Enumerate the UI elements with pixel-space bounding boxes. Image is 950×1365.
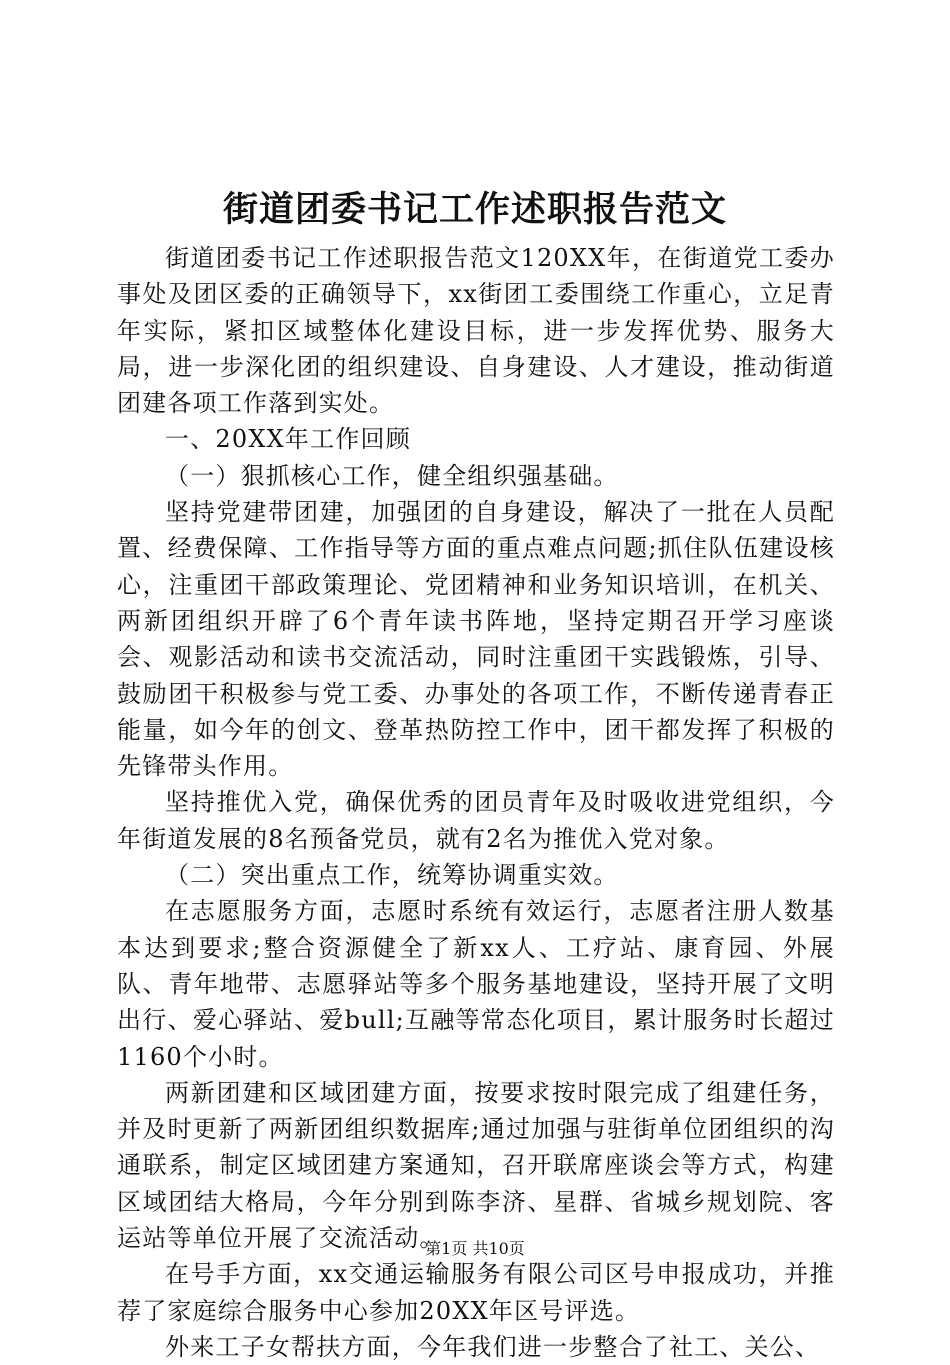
paragraph-youth-vanguard: 在号手方面，xx交通运输服务有限公司区号申报成功，并推荐了家庭综合服务中心参加20XX年区号评选。: [117, 1260, 835, 1325]
document-body: [117, 240, 835, 1365]
paragraph-regional-league: 两新团建和区域团建方面，按要求按时限完成了组建任务，并及时更新了两新团组织数据库;通过加强与驻街单位团组织的沟通联系，制定区域团建方案通知，召开联席座谈会等方式，构建区域团结大格局，今年分别到陈李济、星群、省城乡规划院、客运站等单位开展了交流活动。: [117, 1078, 835, 1253]
paragraph-party-recommendation: 坚持推优入党，确保优秀的团员青年及时吸收进党组织，今年街道发展的8名预备党员，就有2名为推优入党对象。: [117, 788, 835, 853]
paragraph-migrant-children: 外来工子女帮扶方面，今年我们进一步整合了社工、关公、: [165, 1332, 821, 1361]
paragraph-volunteer-service: 在志愿服务方面，志愿时系统有效运行，志愿者注册人数基本达到要求;整合资源健全了新xx人、工疗站、康育园、外展队、青年地带、志愿驿站等多个服务基地建设，坚持开展了文明出行、爱心驿站、爱bull;互融等常态化项目，累计服务时长超过1160个小时。: [117, 897, 835, 1071]
section-heading-review: 一、20XX年工作回顾: [165, 425, 411, 454]
paragraph-intro: 街道团委书记工作述职报告范文120XX年，在街道党工委办事处及团区委的正确领导下，xx街团工委围绕工作重心，立足青年实际，紧扣区域整体化建设目标，进一步发挥优势、服务大局，进一步深化团的组织建设、自身建设、人才建设，推动街道团建各项工作落到实处。: [117, 244, 835, 418]
subsection-heading-key-work: （二）突出重点工作，统筹协调重实效。: [165, 861, 619, 890]
document-title: 街道团委书记工作述职报告范文: [222, 189, 727, 230]
subsection-heading-core-work: （一）狠抓核心工作，健全组织强基础。: [165, 461, 619, 490]
paragraph-party-building: 坚持党建带团建，加强团的自身建设，解决了一批在人员配置、经费保障、工作指导等方面的重点难点问题;抓住队伍建设核心，注重团干部政策理论、党团精神和业务知识培训，在机关、两新团组织开辟了6个青年读书阵地，坚持定期召开学习座谈会、观影活动和读书交流活动，同时注重团干实践锻炼，引导、鼓励团干积极参与党工委、办事处的各项工作，不断传递青春正能量，如今年的创文、登革热防控工作中，团干都发挥了积极的先锋带头作用。: [117, 498, 835, 781]
page-number-footer: 第1页 共10页: [425, 1239, 525, 1258]
